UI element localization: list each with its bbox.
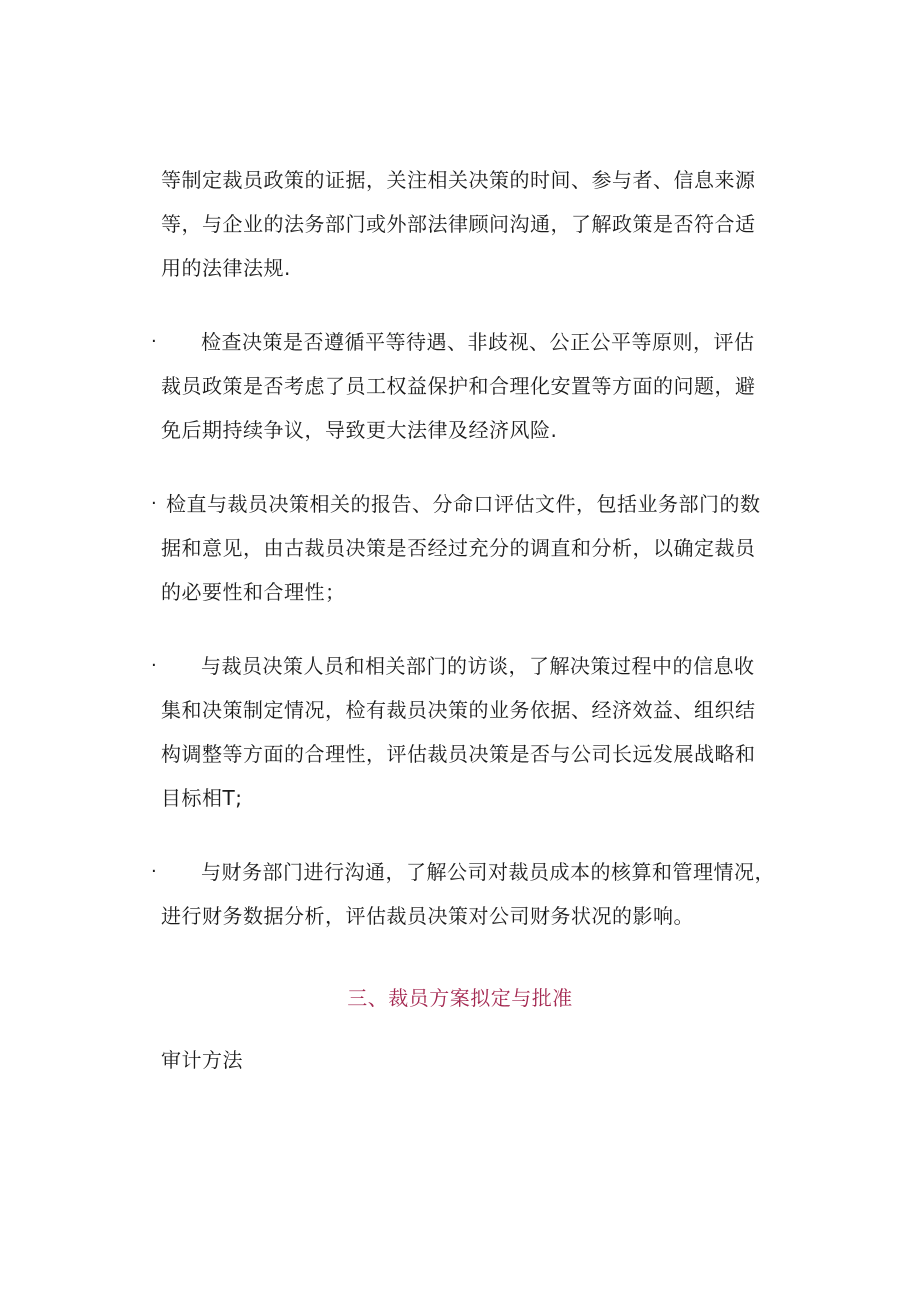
section-heading: 三、裁员方案拟定与批准 — [347, 986, 573, 1010]
bullet-line: 的必要性和合理性； — [161, 580, 346, 604]
bullet-line: 集和决策制定情况，检有裁员决策的业务依据、经济效益、组织结 — [161, 698, 756, 722]
bullet-item-3 — [161, 644, 761, 820]
paragraph-line: 等制定裁员政策的证据，关注相关决策的时间、参与者、信息来源 — [161, 168, 756, 192]
subheading: 审计方法 — [161, 1048, 243, 1072]
paragraph-line: 用的法律法规. — [161, 256, 291, 280]
bullet-item-2 — [161, 482, 761, 614]
bullet-line: 与财务部门进行沟通，了解公司对裁员成本的核算和管理情况， — [201, 860, 775, 884]
paragraph-intro — [161, 158, 761, 290]
bullet-marker: · — [151, 331, 157, 352]
bullet-line: 进行财务数据分析，评估裁员决策对公司财务状况的影响。 — [161, 904, 694, 928]
bullet-line: 据和意见，由古裁员决策是否经过充分的调直和分析，以确定裁员 — [161, 536, 756, 560]
bullet-line: 检直与裁员决策相关的报告、分命口评估文件，包括业务部门的数 — [166, 492, 761, 516]
bullet-item-4 — [161, 850, 775, 938]
bullet-line: 与裁员决策人员和相关部门的访谈，了解决策过程中的信息收 — [201, 654, 755, 678]
bullet-marker: · — [151, 655, 157, 676]
bullet-line: 目标相T; — [161, 786, 243, 810]
bullet-item-1 — [161, 320, 761, 452]
bullet-marker: · — [151, 493, 157, 514]
bullet-marker: · — [151, 861, 157, 882]
bullet-line: 构调整等方面的合理性，评估裁员决策是否与公司长远发展战略和 — [161, 742, 756, 766]
bullet-line: 检查决策是否遵循平等待遇、非歧视、公正公平等原则，评估 — [201, 330, 755, 354]
paragraph-line: 等，与企业的法务部门或外部法律顾问沟通，了解政策是否符合适 — [161, 212, 756, 236]
bullet-line: 裁员政策是否考虑了员工权益保护和合理化安置等方面的问题，避 — [161, 374, 756, 398]
bullet-line: 免后期持续争议，导致更大法律及经济风险. — [161, 418, 558, 442]
